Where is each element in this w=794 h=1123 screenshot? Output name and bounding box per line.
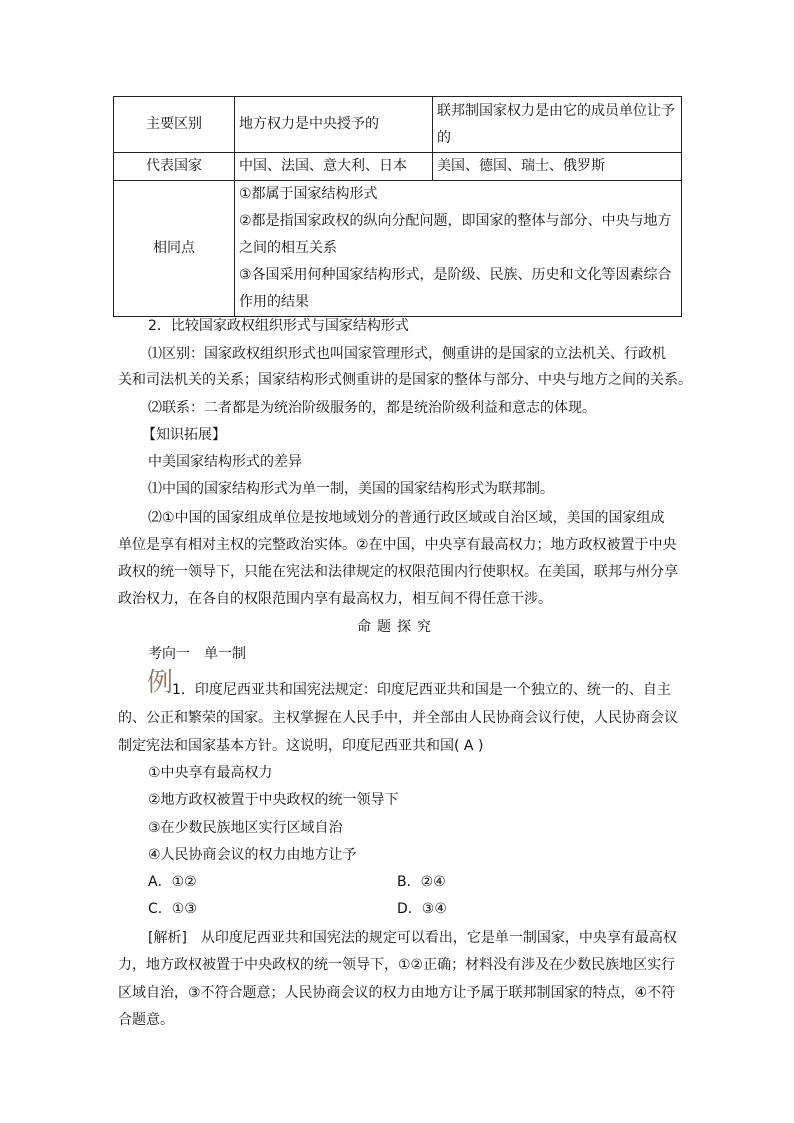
- row-label: 相同点: [114, 181, 235, 317]
- table-row: [114, 97, 682, 153]
- analysis-line: 合题意。: [118, 1012, 174, 1028]
- statement-item: ③在少数民族地区实行区域自治: [148, 820, 343, 836]
- extension-title: 中美国家结构形式的差异: [148, 454, 302, 470]
- paragraph-line: 政权的统一领导下，只能在宪法和法律规定的权限范围内行使职权。在美国，联邦与州分享: [118, 564, 678, 580]
- analysis-line: 力，地方政权被置于中央政权的统一领导下，①②正确；材料没有涉及在少数民族地区实行: [118, 957, 676, 973]
- analysis-line: 区域自治，③不符合题意；人民协商会议的权力由地方让予属于联邦制国家的特点，④不符: [118, 985, 676, 1001]
- question-stem: 1．印度尼西亚共和国宪法规定：印度尼西亚共和国是一个独立的、统一的、自主: [172, 682, 671, 698]
- extension-tag: 【知识拓展】: [142, 427, 226, 443]
- paragraph-line: 单位是享有相对主权的完整政治实体。②在中国，中央享有最高权力；地方政权被置于中央: [118, 537, 677, 553]
- option-a: A．①②: [148, 874, 197, 890]
- row-label: 主要区别: [114, 97, 235, 153]
- statement-item: ④人民协商会议的权力由地方让予: [148, 847, 357, 863]
- paragraph-line: ⑵①中国的国家组成单位是按地域划分的普通行政区域或自治区域，美国的国家组成: [148, 510, 665, 526]
- comparison-table: [113, 96, 682, 317]
- section-heading: 2．比较国家政权组织形式与国家结构形式: [148, 318, 409, 334]
- paragraph-line: ⑵联系：二者都是为统治阶级服务的，都是统治阶级利益和意志的体现。: [148, 400, 596, 416]
- option-d: D．③④: [397, 901, 447, 917]
- question-stem: 的、公正和繁荣的国家。主权掌握在人民手中，并全部由人民协商会议行使，人民协商会议: [118, 710, 678, 726]
- section-title: 命题探究: [357, 619, 437, 635]
- common-point-line: ①都属于国家结构形式: [239, 186, 378, 202]
- common-point-line: 之间的相互关系: [239, 240, 337, 256]
- statement-item: ①中央享有最高权力: [148, 765, 273, 781]
- direction-label: 考向一 单一制: [148, 646, 246, 662]
- federal-cell: 美国、德国、瑞士、俄罗斯: [433, 153, 682, 181]
- common-points-cell: [235, 181, 682, 317]
- example-marker: 例: [147, 668, 174, 698]
- statement-item: ②地方政权被置于中央政权的统一领导下: [148, 792, 399, 808]
- common-point-line: 作用的结果: [239, 294, 309, 310]
- paragraph-line: 关和司法机关的关系；国家结构形式侧重讲的是国家的整体与部分、中央与地方之间的关系。: [118, 372, 692, 388]
- row-label: 代表国家: [114, 153, 235, 181]
- unitary-cell: 地方权力是中央授予的: [235, 97, 433, 153]
- unitary-cell: 中国、法国、意大利、日本: [235, 153, 433, 181]
- table-row: [114, 181, 682, 317]
- common-point-line: ③各国采用何种国家结构形式，是阶级、民族、历史和文化等因素综合: [239, 267, 672, 283]
- common-point-line: ②都是指国家政权的纵向分配问题，即国家的整体与部分、中央与地方: [239, 213, 672, 229]
- federal-cell: 联邦制国家权力是由它的成员单位让予的: [433, 97, 682, 153]
- table-row: [114, 153, 682, 181]
- paragraph-line: ⑴中国的国家结构形式为单一制，美国的国家结构形式为联邦制。: [148, 481, 554, 497]
- paragraph-line: 政治权力，在各自的权限范围内享有最高权力，相互间不得任意干涉。: [118, 591, 552, 607]
- option-b: B．②④: [397, 874, 446, 890]
- analysis-line: [解析] 从印度尼西亚共和国宪法的规定可以看出，它是单一制国家，中央享有最高权: [148, 930, 677, 946]
- option-c: C．①③: [148, 901, 197, 917]
- paragraph-line: ⑴区别：国家政权组织形式也叫国家管理形式，侧重讲的是国家的立法机关、行政机: [148, 346, 666, 362]
- question-stem: 制定宪法和国家基本方针。这说明，印度尼西亚共和国( A ): [118, 738, 484, 754]
